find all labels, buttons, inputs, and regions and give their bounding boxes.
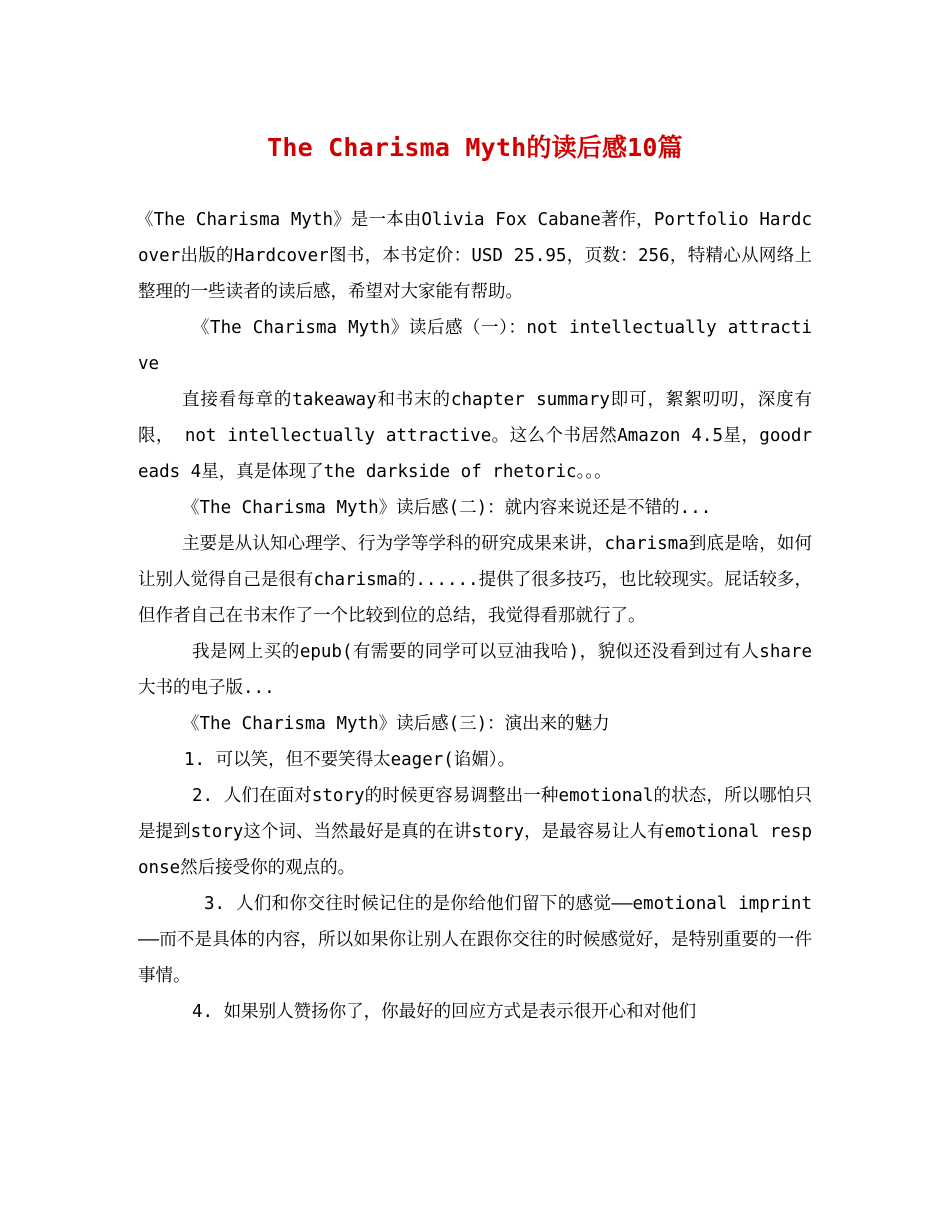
review-paragraph: 直接看每章的takeaway和书末的chapter summary即可，絮絮叨叨，深度有限， not intellectually attractive。这么个书居然Amazon 4.5星，goodreads 4星，真是体现了the darkside of rhetoric。。。	[138, 390, 812, 482]
list-item: 3. 人们和你交往时候记住的是你给他们留下的感觉——emotional imprint——而不是具体的内容，所以如果你让别人在跟你交往的时候感觉好，是特别重要的一件事情。	[138, 894, 812, 986]
review-heading-2: 《The Charisma Myth》读后感(二)：就内容来说还是不错的...	[182, 498, 712, 518]
intro-paragraph: 《The Charisma Myth》是一本由Olivia Fox Cabane著作，Portfolio Hardcover出版的Hardcover图书，本书定价：USD 25.95，页数：256，特精心从网络上整理的一些读者的读后感，希望对大家能有帮助。	[136, 210, 812, 302]
review-heading-1: 《The Charisma Myth》读后感（一）：not intellectually attractive	[138, 318, 812, 374]
document-title: The Charisma Myth的读后感10篇	[267, 133, 683, 162]
review-paragraph: 我是网上买的epub(有需要的同学可以豆油我哈)，貌似还没看到过有人share大书的电子版...	[138, 642, 812, 698]
list-item: 2. 人们在面对story的时候更容易调整出一种emotional的状态，所以哪怕只是提到story这个词、当然最好是真的在讲story，是最容易让人有emotional response然后接受你的观点的。	[138, 786, 812, 878]
review-heading-3: 《The Charisma Myth》读后感(三)：演出来的魅力	[182, 714, 610, 734]
list-item: 1. 可以笑，但不要笑得太eager(谄媚）。	[184, 750, 516, 770]
review-paragraph: 主要是从认知心理学、行为学等学科的研究成果来讲，charisma到底是啥，如何让别人觉得自己是很有charisma的......提供了很多技巧，也比较现实。屁话较多，但作者自己在书末作了一个比较到位的总结，我觉得看那就行了。	[138, 534, 812, 626]
list-item: 4. 如果别人赞扬你了，你最好的回应方式是表示很开心和对他们	[192, 1002, 697, 1022]
document-body	[138, 202, 812, 1030]
